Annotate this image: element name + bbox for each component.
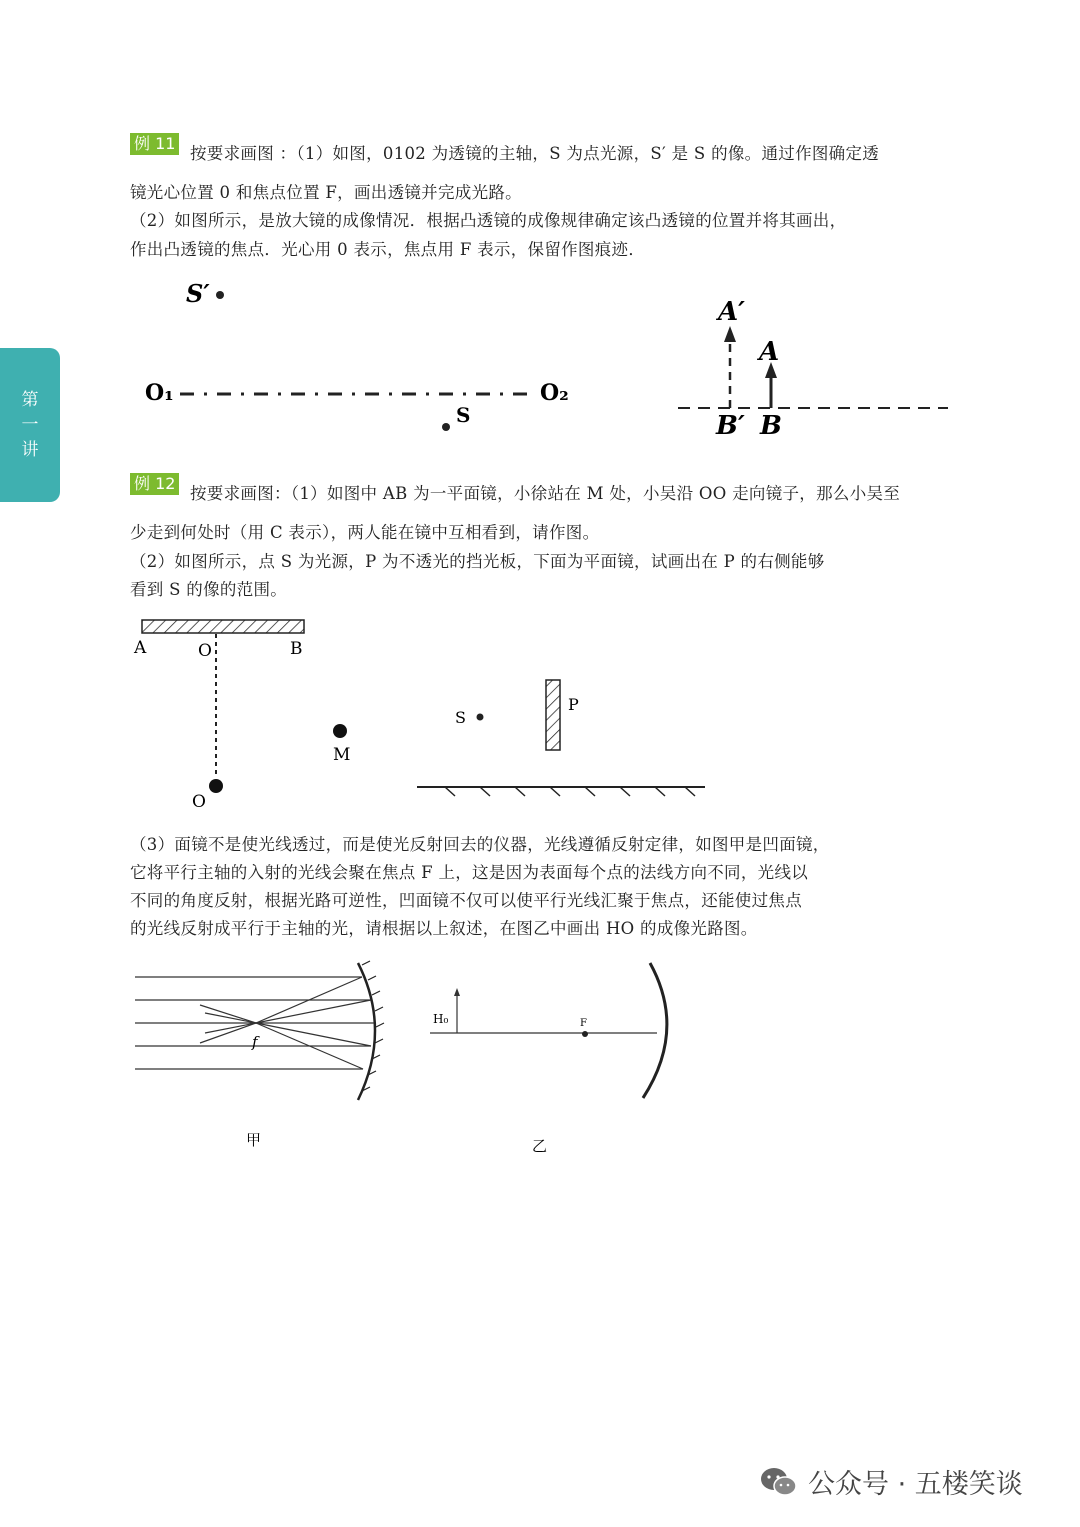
figure-lens-axis bbox=[130, 270, 600, 440]
ex11-line-3: （2）如图所示，是放大镜的成像情况．根据凸透镜的成像规律确定该凸透镜的位置并将其画出， bbox=[130, 211, 847, 230]
ex12-line-3: （2）如图所示，点 S 为光源，P 为不透光的挡光板，下面为平面镜，试画出在 P 的右侧能够 bbox=[130, 552, 825, 571]
concave-mirror bbox=[643, 963, 667, 1098]
figure-concave-mirror-jia bbox=[130, 955, 390, 1155]
figure-screen-mirror bbox=[415, 670, 715, 800]
label-a: A bbox=[134, 638, 147, 658]
label-a: A bbox=[759, 337, 780, 367]
label-o1: O₁ bbox=[145, 380, 174, 406]
example-12-badge: 例 12 bbox=[130, 473, 179, 495]
ex11-line-2: 镜光心位置 0 和焦点位置 F，画出透镜并完成光路。 bbox=[130, 183, 522, 202]
side-tab-char-2: 一 bbox=[21, 415, 39, 435]
label-b-prime: B′ bbox=[716, 411, 745, 441]
label-o-bottom: O bbox=[192, 792, 206, 812]
watermark bbox=[760, 1462, 1023, 1501]
label-b: B bbox=[760, 411, 782, 441]
label-a-prime: A′ bbox=[718, 297, 746, 327]
wechat-icon bbox=[760, 1466, 798, 1498]
ex12-line-4: 看到 S 的像的范围。 bbox=[130, 580, 288, 599]
part3-line-4: 的光线反射成平行于主轴的光，请根据以上叙述，在图乙中画出 HO 的成像光路图。 bbox=[130, 919, 758, 938]
label-h0: H₀ bbox=[433, 1012, 449, 1026]
point-m bbox=[333, 724, 347, 738]
concave-mirror bbox=[358, 963, 375, 1100]
point-s-prime bbox=[216, 291, 224, 299]
point-s bbox=[442, 423, 450, 431]
mirror-hatch-marks bbox=[445, 787, 695, 796]
label-s: S bbox=[456, 403, 471, 427]
point-s bbox=[477, 714, 484, 721]
ex12-line-2: 少走到何处时（用 C 表示），两人能在镜中互相看到，请作图。 bbox=[130, 523, 600, 542]
part3-line-1: （3）面镜不是使光线透过，而是使光反射回去的仪器，光线遵循反射定律，如图甲是凹面镜， bbox=[130, 835, 830, 854]
watermark-text: 公众号 · 五楼笑谈 bbox=[808, 1469, 1023, 1500]
figure-concave-mirror-yi bbox=[425, 958, 685, 1158]
light-rays bbox=[135, 977, 374, 1069]
figure-magnifier bbox=[670, 290, 960, 450]
label-b: B bbox=[290, 639, 303, 659]
example-11-badge: 例 11 bbox=[130, 133, 179, 155]
label-focus: F bbox=[580, 1018, 587, 1029]
label-o-top: O bbox=[198, 641, 212, 661]
label-s: S bbox=[455, 708, 466, 727]
ex12-line-1: 按要求画图：（1）如图中 AB 为一平面镜，小徐站在 M 处，小吴沿 OO 走向镜子，那么小吴至 bbox=[190, 484, 901, 503]
label-f: f bbox=[252, 1033, 258, 1051]
point-o-bottom bbox=[209, 779, 223, 793]
part3-line-2: 它将平行主轴的入射的光线会聚在焦点 F 上，这是因为表面每个点的法线方向不同，光线以 bbox=[130, 863, 809, 882]
figure-plane-mirror bbox=[130, 610, 380, 815]
arrow-h0 bbox=[454, 988, 460, 996]
screen-p bbox=[546, 680, 560, 750]
part3-line-3: 不同的角度反射，根据光路可逆性，凹面镜不仅可以使平行光线汇聚于焦点，还能使过焦点 bbox=[130, 891, 802, 910]
ex11-line-1: 按要求画图 ：（1）如图，0102 为透镜的主轴，S 为点光源，S′ 是 S 的像。通过作图确定透 bbox=[190, 144, 880, 163]
label-m: M bbox=[333, 745, 351, 765]
chapter-side-tab bbox=[0, 348, 60, 502]
side-tab-char-3: 讲 bbox=[21, 440, 39, 460]
ex11-line-4: 作出凸透镜的焦点．光心用 0 表示，焦点用 F 表示，保留作图痕迹． bbox=[130, 240, 646, 259]
mirror-ab bbox=[142, 620, 304, 633]
caption-yi: 乙 bbox=[532, 1137, 548, 1155]
caption-jia: 甲 bbox=[246, 1131, 262, 1149]
label-s-prime: S′ bbox=[186, 279, 210, 308]
side-tab-char-1: 第 bbox=[21, 390, 39, 410]
label-o2: O₂ bbox=[540, 380, 569, 406]
label-p: P bbox=[568, 695, 579, 714]
focus-point bbox=[582, 1031, 588, 1037]
arrow-a-prime bbox=[724, 326, 736, 342]
